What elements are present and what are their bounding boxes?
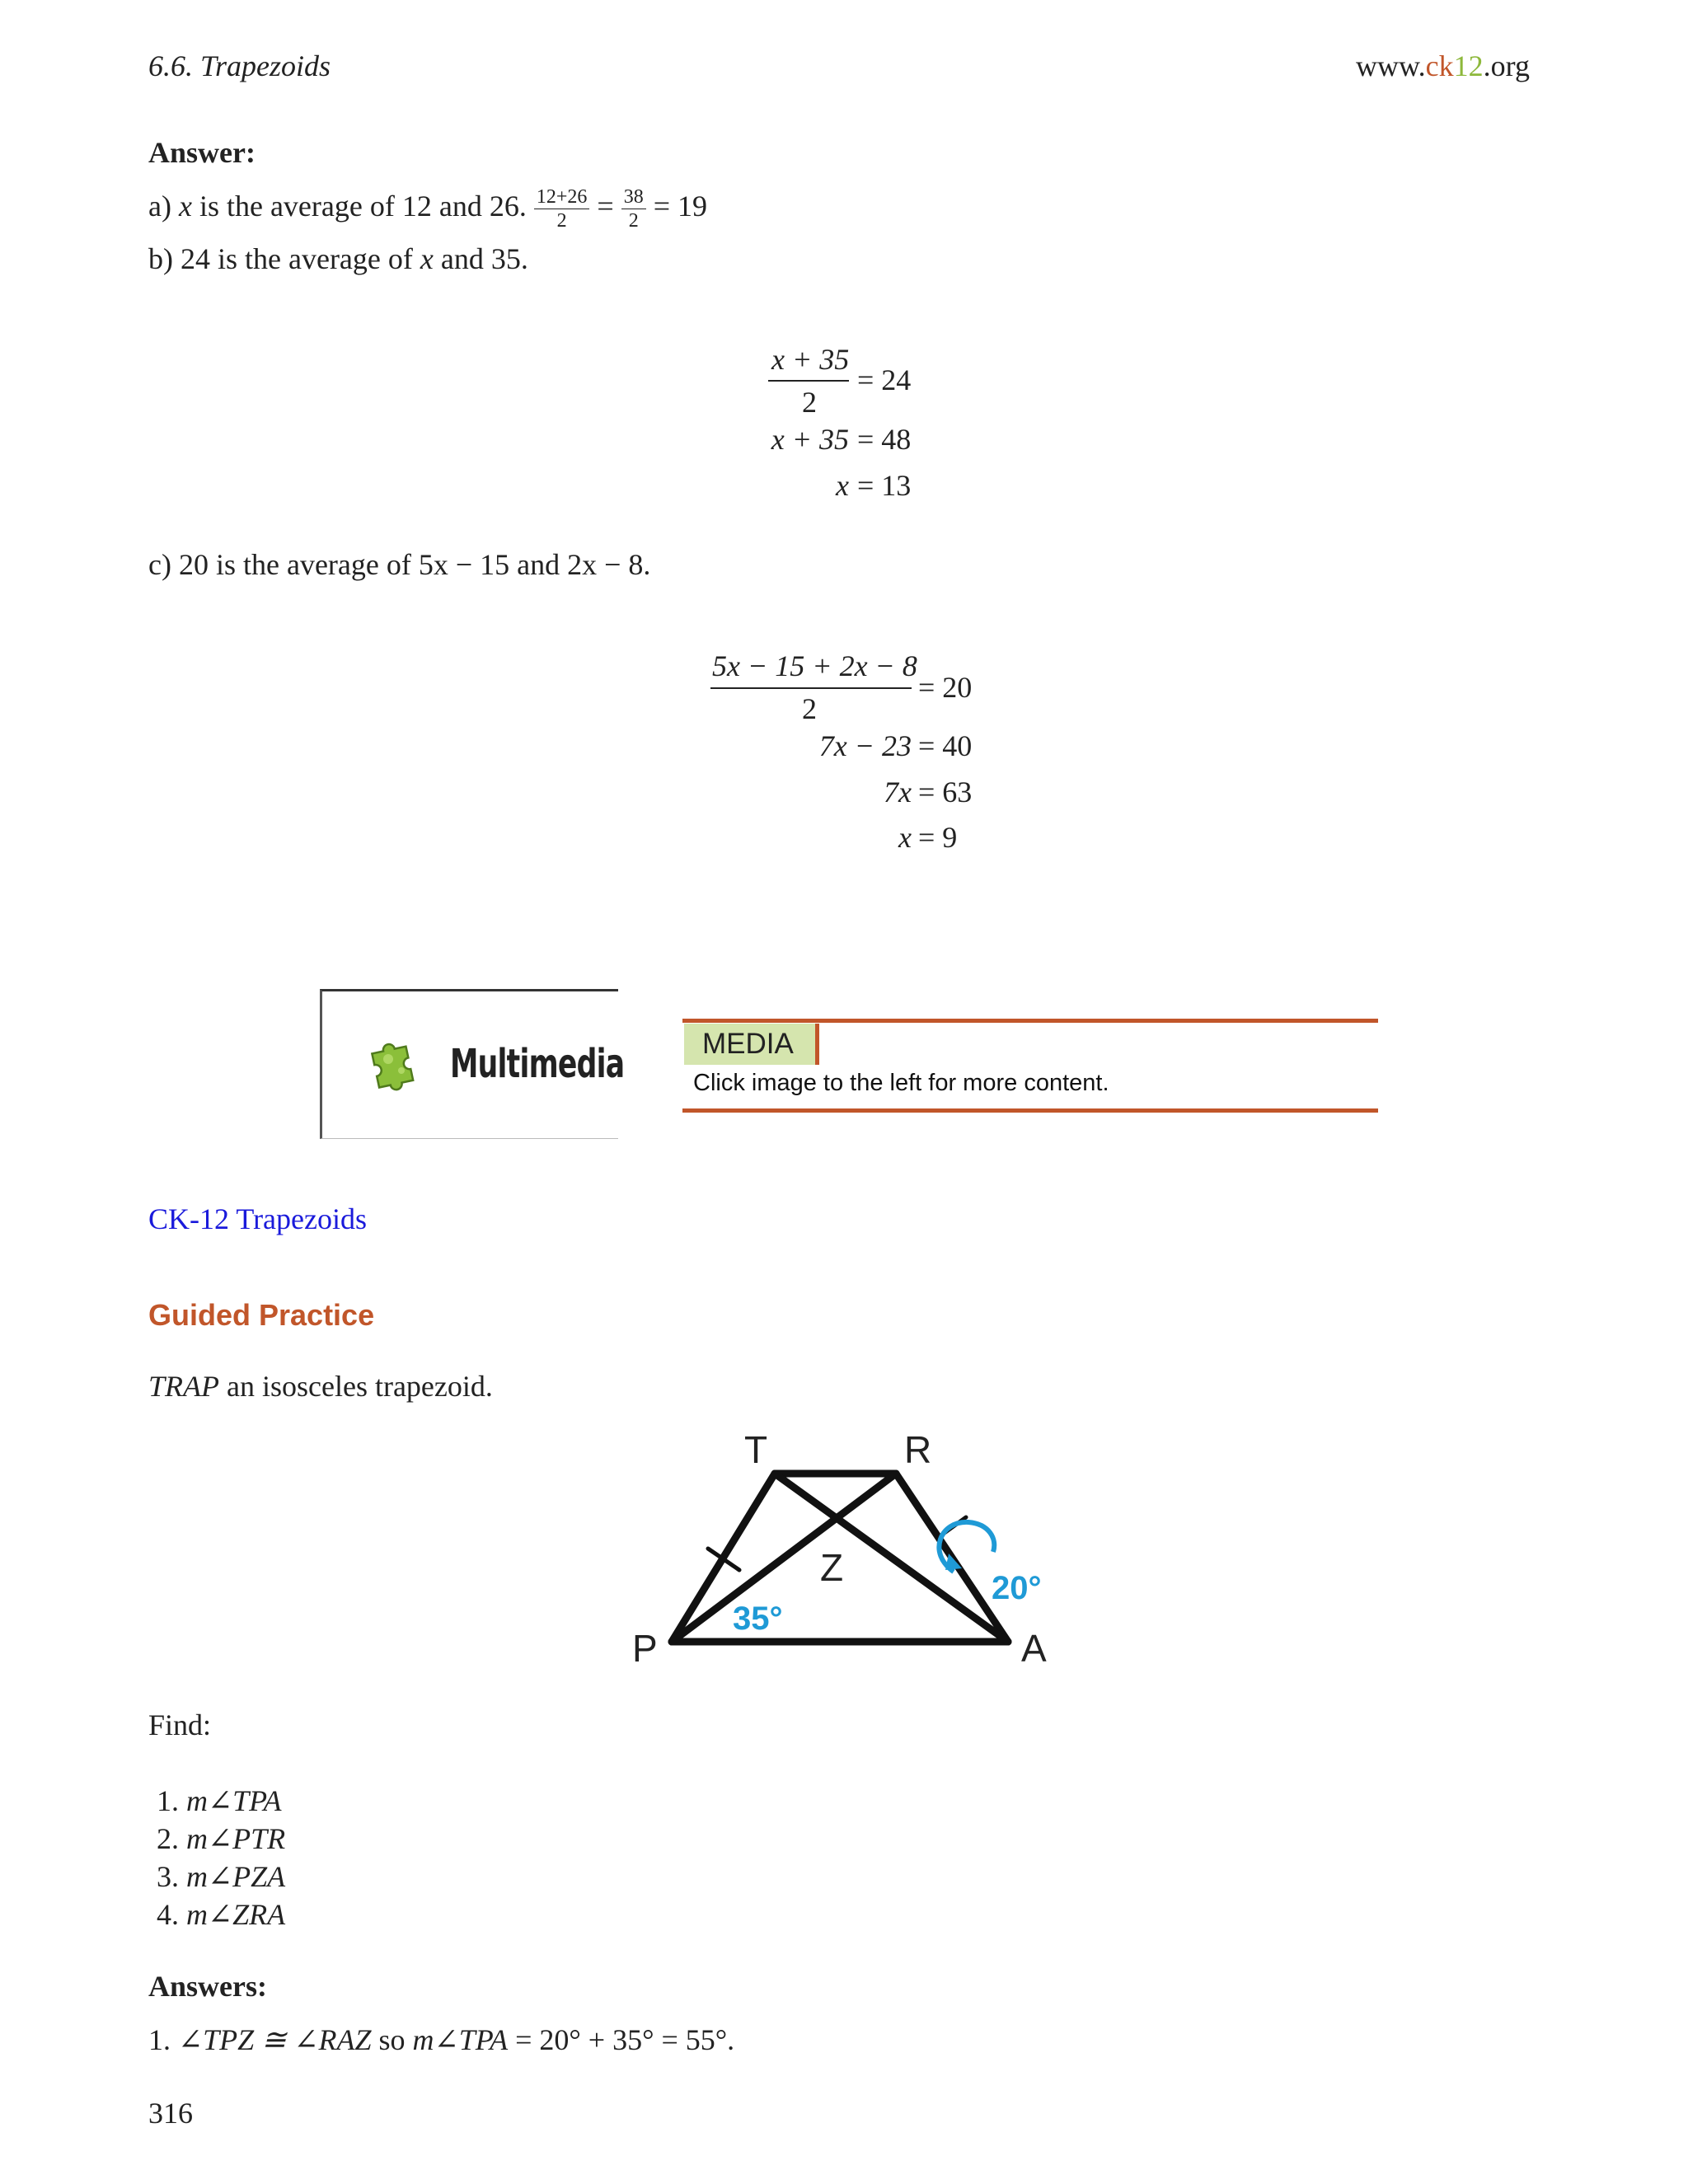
eq-b1-numerator: x + 35 [771,343,850,376]
find-list [157,1782,285,1933]
puzzle-piece-icon [363,1034,426,1097]
media-bottom-rule [682,1108,1378,1113]
part-b-text-post: and 35. [433,242,528,275]
answer-1-rest: = 20° + 35° = 55°. [508,2023,735,2056]
find-item [157,1896,286,1933]
fraction-12-26 [534,187,590,231]
find-item [157,1782,285,1820]
eq-c2-rhs: = 40 [918,729,973,762]
eq-b1-fraction-bar [768,380,849,382]
find-item-number: 2. [157,1822,179,1855]
part-b [148,244,528,274]
fraction-denominator: 2 [628,210,639,232]
answer-1-number: 1. [148,2023,178,2056]
eq-c1-numerator: 5x − 15 + 2x − 8 [712,649,917,682]
fraction-numerator: 12+26 [534,187,590,209]
eq-c1-rhs: = 20 [918,671,973,704]
equals-sign: = [597,190,614,223]
find-item-expr: m∠ZRA [186,1898,286,1931]
problem-statement [148,1371,493,1401]
eq-c3-rhs: = 63 [918,776,973,808]
angle-label-a: 20° [992,1570,1042,1606]
vertex-label-a: A [1021,1627,1047,1670]
url-12: 12 [1453,49,1484,82]
part-b-var: x [420,242,434,275]
url-suffix: .org [1483,49,1530,82]
part-c-text: c) 20 is the average of 5x − 15 and 2x − 8. [148,548,651,581]
find-item-expr: m∠PTR [186,1822,286,1855]
guided-practice-heading: Guided Practice [148,1298,375,1332]
eq-b3-lhs: x [836,469,849,502]
vertex-label-r: R [904,1430,932,1471]
fraction-numerator: 38 [621,187,646,209]
part-a [148,183,707,232]
find-label: Find: [148,1708,212,1741]
answer-1 [148,2025,734,2055]
eq-b3-rhs: = 13 [857,469,912,502]
media-top-rule [682,1019,1378,1023]
trapezoid-diagram [622,1430,1067,1677]
eq-b1-rhs: = 24 [857,363,912,396]
find-item-expr: m∠PZA [186,1860,286,1893]
trapezoid-name: TRAP [148,1370,219,1403]
eq-c1-fraction-bar [710,687,912,689]
part-a-text: is the average of 12 and 26. [191,190,527,223]
url-prefix: www. [1356,49,1426,82]
angle-label-p: 35° [733,1601,783,1637]
running-header-section: 6.6. Trapezoids [148,49,331,82]
find-item-number: 3. [157,1860,179,1893]
answer-1-angle: m∠TPA [412,2023,509,2056]
running-header-url[interactable] [1356,51,1530,81]
find-item-number: 4. [157,1898,179,1931]
url-ck: ck [1425,49,1454,82]
ck12-trapezoids-link[interactable]: CK-12 Trapezoids [148,1202,368,1235]
page-number: 316 [148,2097,193,2130]
multimedia-thumbnail[interactable] [320,989,625,1139]
media-tag: MEDIA [684,1024,819,1065]
part-a-result: = 19 [653,190,707,223]
problem-text: an isosceles trapezoid. [219,1370,493,1403]
eq-c1-denominator: 2 [802,692,817,725]
media-panel [682,1019,1378,1113]
find-item-expr: m∠TPA [186,1784,282,1817]
answer-1-so: so [371,2023,413,2056]
diagonal-pr [672,1474,896,1642]
multimedia-label: Multimedia [450,1041,625,1087]
diagonal-ta [775,1474,1008,1642]
answers-heading: Answers: [148,1970,267,2003]
answer-1-congruence: ∠TPZ ≅ ∠RAZ [178,2023,372,2056]
eq-c4-rhs: = 9 [918,821,958,854]
find-item-number: 1. [157,1784,179,1817]
find-item [157,1858,286,1896]
eq-b1-denominator: 2 [802,386,817,419]
vertex-label-p: P [632,1627,658,1670]
part-a-label: a) [148,190,179,223]
find-item [157,1820,286,1858]
intersection-label-z: Z [820,1546,844,1589]
eq-b2-rhs: = 48 [857,423,912,456]
eq-c4-lhs: x [898,821,912,854]
eq-c2-lhs: 7x − 23 [818,729,912,762]
eq-b2-lhs: x + 35 [771,423,849,456]
vertex-label-t: T [744,1430,768,1471]
answer-heading: Answer: [148,136,256,169]
fraction-denominator: 2 [556,210,567,232]
part-a-var: x [178,190,192,223]
fraction-38-2 [621,187,646,231]
part-b-text-pre: b) 24 is the average of [148,242,420,275]
media-caption: Click image to the left for more content. [693,1070,1109,1096]
eq-c3-lhs: 7x [884,776,912,808]
